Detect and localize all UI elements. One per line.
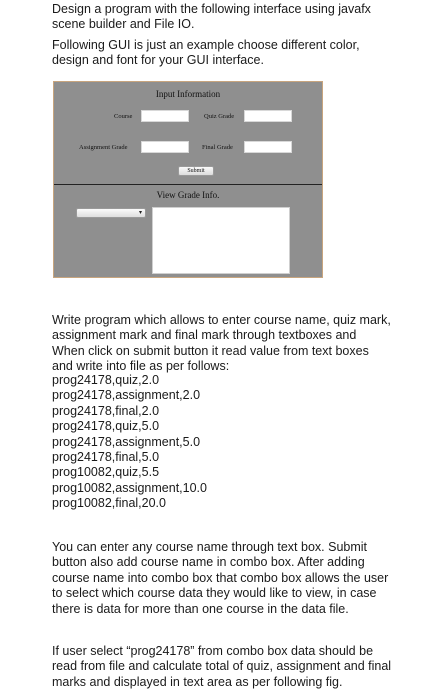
file-line: prog10082,assignment,10.0: [52, 480, 207, 495]
gui-submit-button[interactable]: Submit: [178, 166, 214, 176]
description-text: Write program which allows to enter course name, quiz mark, assignment mark and final mark through textboxes and When click on submit button it read value from text boxes and write into file as per follows:: [52, 313, 391, 374]
combo-description-text: You can enter any course name through text box. Submit button also add course name in combo box. After adding course name into combo box that combo box allows the user to select which course data they would like to view, in case there is data for more than one course in the data file.: [52, 540, 389, 616]
gui-course-field[interactable]: [141, 110, 189, 122]
gui-divider: [54, 184, 322, 185]
file-line: prog10082,final,20.0: [52, 496, 166, 511]
gui-quiz-label: Quiz Grade: [204, 113, 235, 120]
selection-description-text: If user select “prog24178” from combo box data should be read from file and calculate total of quiz, assignment and final marks and displayed in text area as per following fig.: [52, 644, 392, 689]
chevron-down-icon: ▾: [138, 210, 142, 216]
intro-text-2: Following GUI is just an example choose different color, design and font for your GUI interface.: [52, 38, 360, 68]
gui-assignment-label: Assignment Grade: [79, 144, 128, 151]
file-line: prog24178,assignment,5.0: [52, 434, 201, 449]
file-line: prog24178,final,2.0: [52, 403, 160, 418]
file-line: prog24178,quiz,5.0: [52, 419, 160, 434]
file-lines-list: [52, 373, 207, 512]
gui-course-combo[interactable]: [76, 208, 146, 218]
file-line: prog10082,quiz,5.5: [52, 465, 160, 480]
gui-final-field[interactable]: [244, 141, 292, 153]
gui-input-title: Input Information: [155, 89, 221, 99]
gui-course-label: Course: [114, 113, 133, 120]
file-line: prog24178,assignment,2.0: [52, 388, 201, 403]
gui-assignment-field[interactable]: [141, 141, 189, 153]
gui-final-label: Final Grade: [202, 144, 233, 151]
intro-text-1: Design a program with the following interface using javafx scene builder and File IO.: [52, 2, 371, 32]
gui-view-title: View Grade Info.: [156, 190, 220, 200]
example-gui-image: [53, 81, 323, 278]
gui-output-textarea[interactable]: [152, 207, 290, 274]
file-line: prog24178,final,5.0: [52, 450, 160, 465]
gui-quiz-field[interactable]: [244, 110, 292, 122]
file-line: prog24178,quiz,2.0: [52, 373, 160, 387]
